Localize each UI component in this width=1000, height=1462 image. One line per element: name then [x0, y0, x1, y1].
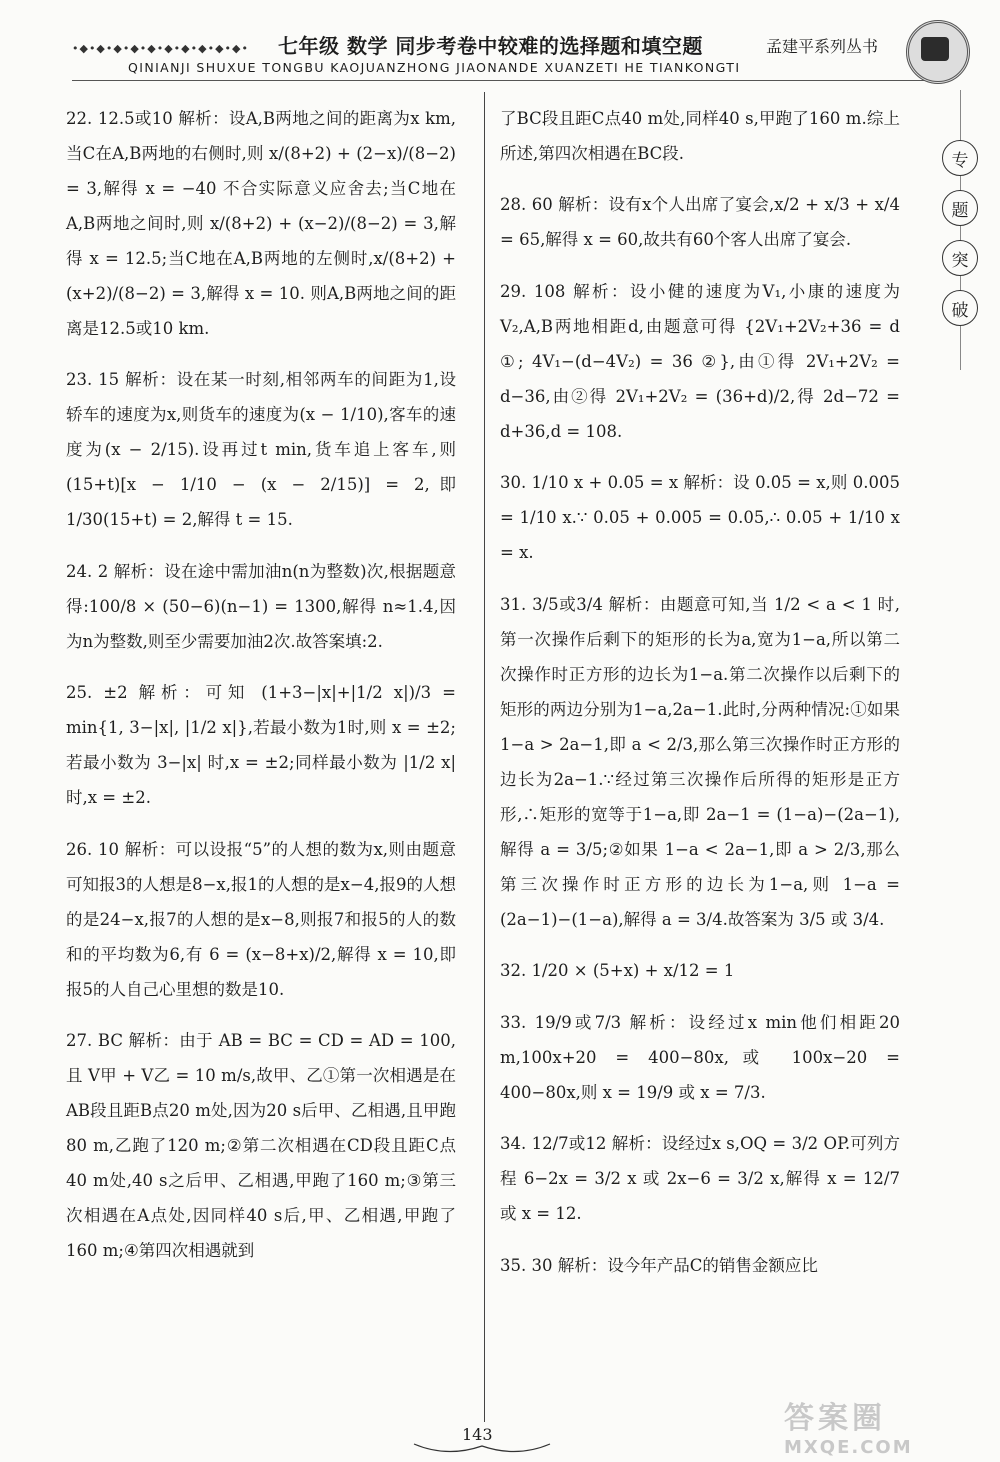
watermark-text: 答案圈 [784, 1401, 886, 1436]
answer-item: 28. 60 解析：设有x个人出席了宴会,x/2 + x/3 + x/4 = 65,解得 x = 60,故共有60个客人出席了宴会. [500, 195, 900, 249]
answer-item: 26. 10 解析：可以设报“5”的人想的数为x,则由题意可知报3的人想是8−x,报1的人想的是x−4,报9的人想的是24−x,报7的人想的是x−8,则报7和报5的人的数和的平均数为6,有 6 = (x−8+x)/2,解得 x = 10,即报5的人自己心里想的数是10. [66, 839, 456, 999]
page-ornament-icon [412, 1438, 552, 1458]
side-tag: 专 [942, 140, 978, 176]
side-tag: 题 [942, 190, 978, 226]
column-divider [484, 92, 485, 1422]
book-title: 七年级 数学 同步考卷中较难的选择题和填空题 [278, 34, 703, 58]
answer-item: 27. BC 解析：由于 AB = BC = CD = AD = 100,且 V甲 + V乙 = 10 m/s,故甲、乙①第一次相遇是在AB段且距B点20 m处,因为20 s后甲、乙相遇,且甲跑80 m,乙跑了120 m;②第二次相遇在CD段且距C点40 m处,40 s之后甲、乙相遇,甲跑了160 m;③第三次相遇在A点处,因同样40 s后,甲、乙相遇,甲跑了160 m;④第四次相遇就到 [66, 1031, 456, 1260]
answer-item: 34. 12/7或12 解析：设经过x s,OQ = 3/2 OP.可列方程 6−2x = 3/2 x 或 2x−6 = 3/2 x,解得 x = 12/7 或 x = 12. [500, 1134, 900, 1223]
answer-item: 25. ±2 解析：可知 (1+3−|x|+|1/2 x|)/3 = min{1, 3−|x|, |1/2 x|},若最小数为1时,则 x = ±2;若最小数为 3−|x| 时,x = ±2;同样最小数为 |1/2 x| 时,x = ±2. [66, 683, 456, 807]
answer-item: 32. 1/20 × (5+x) + x/12 = 1 [500, 961, 735, 980]
answer-item: 35. 30 解析：设今年产品C的销售金额应比 [500, 1255, 818, 1275]
side-line [960, 90, 961, 370]
side-tag: 破 [942, 290, 978, 326]
answer-item: 23. 15 解析：设在某一时刻,相邻两车的间距为1,设轿车的速度为x,则货车的速度为(x − 1/10),客车的速度为(x − 2/15).设再过t min,货车追上客车,则(15+t)[x − 1/10 − (x − 2/15)] = 2,即 1/30(15+t) = 2,解得 t = 15. [66, 370, 456, 529]
answer-item: 22. 12.5或10 解析：设A,B两地之间的距离为x km,当C在A,B两地的右侧时,则 x/(8+2) + (2−x)/(8−2) = 3,解得 x = −40 不合实际意义应舍去;当C地在A,B两地之间时,则 x/(8+2) + (x−2)/(8−2) = 3,解得 x = 12.5;当C地在A,B两地的左侧时,x/(8+2) + (x+2)/(8−2) = 3,解得 x = 10. 则A,B两地之间的距离是12.5或10 km. [66, 108, 456, 338]
answer-item: 30. 1/10 x + 0.05 = x 解析：设 0.0̇5 = x,则 0.00̇5 = 1/10 x.∵ 0.05 + 0.005 = 0.05,∴ 0.05 + 1/10 x = x. [500, 473, 900, 562]
publisher-logo-icon [906, 20, 970, 84]
header-rule [72, 80, 930, 81]
left-column [66, 84, 456, 1278]
answer-item: 24. 2 解析：设在途中需加油n(n为整数)次,根据题意得:100/8 × (50−6)(n−1) = 1300,解得 n≈1.4,因为n为整数,则至少需要加油2次.故答案填:2. [66, 561, 456, 651]
answer-item: 29. 108 解析：设小健的速度为V₁,小康的速度为V₂,A,B两地相距d,由题意可得 {2V₁+2V₂+36 = d ①; 4V₁−(d−4V₂) = 36 ②},由①得 2V₁+2V₂ = d−36,由②得 2V₁+2V₂ = (36+d)/2,得 2d−72 = d+36,d = 108. [500, 281, 900, 441]
series-name: 孟建平系列丛书 [766, 37, 879, 56]
page-number: 143 [462, 1425, 493, 1444]
answer-item: 了BC段且距C点40 m处,同样40 s,甲跑了160 m.综上所述,第四次相遇在BC段. [500, 108, 900, 163]
right-column [500, 84, 900, 1293]
header-dots: •◆•◆•◆•◆•◆•◆•◆•◆•◆•◆• [72, 42, 249, 55]
answer-item: 31. 3/5或3/4 解析：由题意可知,当 1/2 < a < 1 时,第一次操作后剩下的矩形的长为a,宽为1−a,所以第二次操作时正方形的边长为1−a.第二次操作以后剩下的矩形的两边分别为1−a,2a−1.此时,分两种情况:①如果 1−a > 2a−1,即 a < 2/3,那么第三次操作时正方形的边长为2a−1.∵经过第三次操作后所得的矩形是正方形,∴矩形的宽等于1−a,即 2a−1 = (1−a)−(2a−1),解得 a = 3/5;②如果 1−a < 2a−1,即 a > 2/3,那么第三次操作时正方形的边长为1−a,则 1−a = (2a−1)−(1−a),解得 a = 3/4.故答案为 3/5 或 3/4. [500, 594, 900, 929]
page-header [0, 0, 1000, 82]
watermark [784, 1393, 984, 1458]
book-subtitle-pinyin: QINIANJI SHUXUE TONGBU KAOJUANZHONG JIAONANDE XUANZETI HE TIANKONGTI [128, 60, 741, 75]
watermark-url: MXQE.COM [784, 1437, 913, 1458]
side-tag: 突 [942, 240, 978, 276]
answer-item: 33. 19/9或7/3 解析：设经过x min他们相距20 m,100x+20 = 400−80x,或 100x−20 = 400−80x,则 x = 19/9 或 x = 7/3. [500, 1012, 900, 1102]
